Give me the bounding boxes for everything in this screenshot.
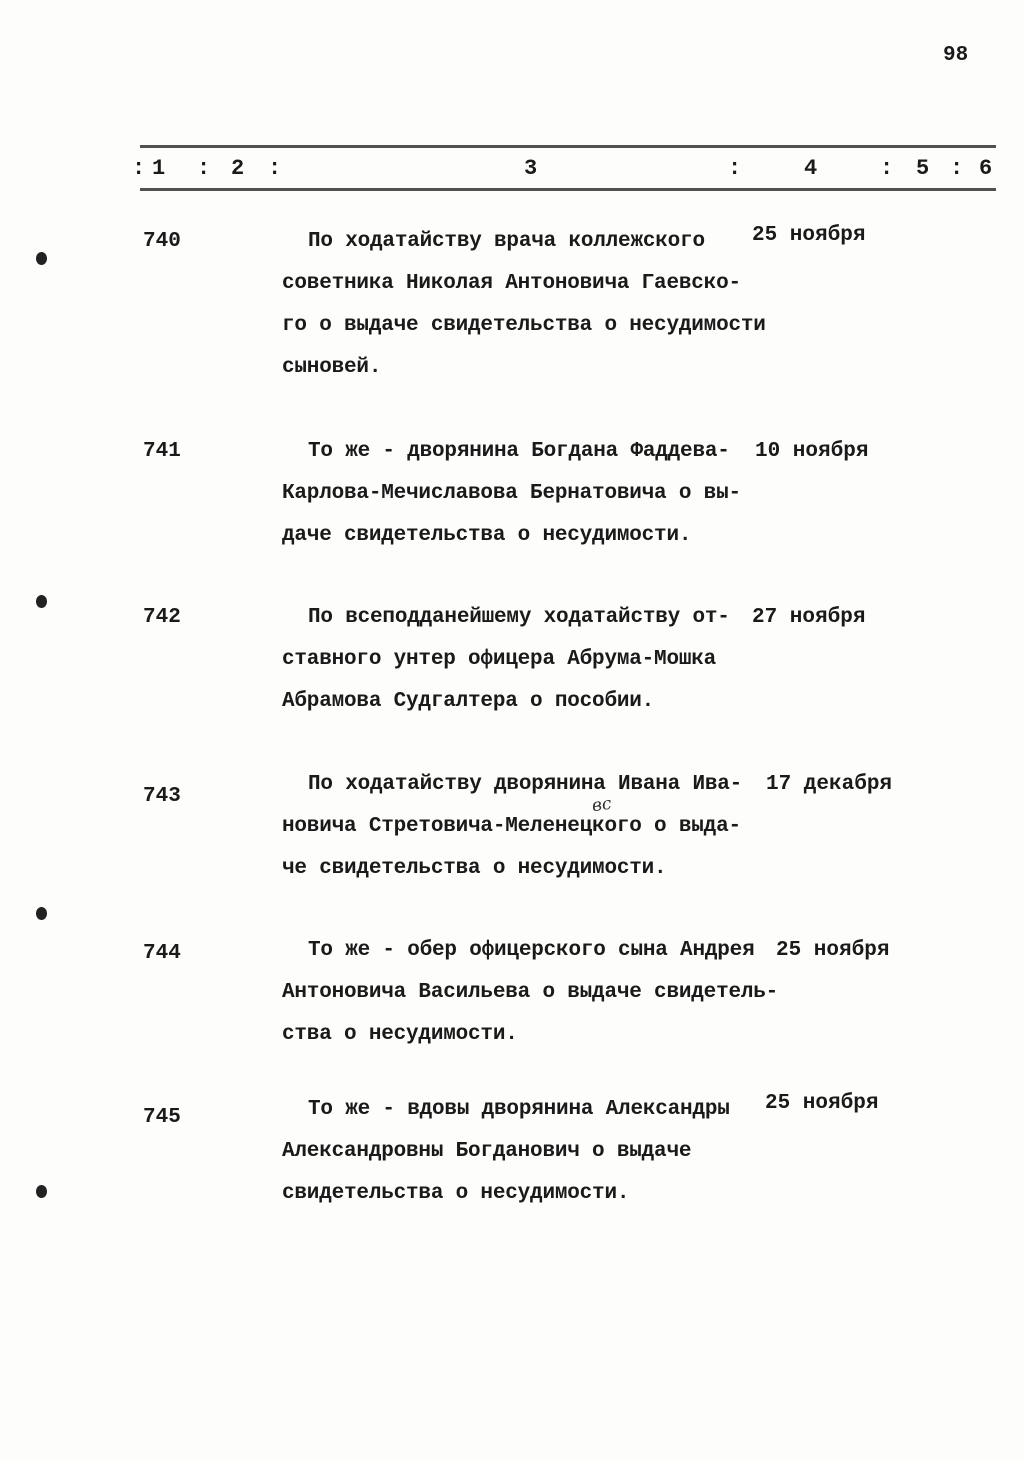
entry-text-line: че свидетельства о несудимости. <box>282 857 667 880</box>
entry-text-line: новича Стретовича-Меленецкого о выда- <box>282 815 741 838</box>
entry-text-line: По ходатайству врача коллежского <box>308 230 705 253</box>
column-separator: : <box>268 156 282 181</box>
entry-date: 25 ноября <box>776 939 890 962</box>
entry-number: 742 <box>143 606 181 629</box>
punch-hole <box>36 907 47 920</box>
entry-text-line: По ходатайству дворянина Ивана Ива- <box>308 773 743 796</box>
punch-hole <box>36 595 47 608</box>
column-header-3: 3 <box>524 156 538 181</box>
entry-date: 27 ноября <box>752 606 866 629</box>
entry-text-line: ства о несудимости. <box>282 1023 518 1046</box>
entry-text-line: Абрамова Судгалтера о пособии. <box>282 690 655 713</box>
entry-number: 745 <box>143 1106 181 1129</box>
column-separator: : <box>728 156 742 181</box>
punch-hole <box>36 1185 47 1198</box>
entry-text-line: По всеподданейшему ходатайству от- <box>308 606 730 629</box>
handwritten-annotation: вс <box>590 793 613 817</box>
entry-text-line: советника Николая Антоновича Гаевско- <box>282 272 741 295</box>
column-header-6: 6 <box>979 156 993 181</box>
entry-text-line: Антоновича Васильева о выдаче свидетель- <box>282 981 779 1004</box>
column-separator: : <box>950 156 964 181</box>
column-header-1: 1 <box>152 156 166 181</box>
entry-number: 741 <box>143 440 181 463</box>
entry-text-line: Александровны Богданович о выдаче <box>282 1140 692 1163</box>
entry-date: 10 ноября <box>755 440 869 463</box>
entry-number: 740 <box>143 230 181 253</box>
page-number: 98 <box>943 44 969 67</box>
column-header-5: 5 <box>916 156 930 181</box>
entry-text-line: То же - вдовы дворянина Александры <box>308 1098 730 1121</box>
column-separator: : <box>880 156 894 181</box>
column-separator: : <box>132 156 146 181</box>
entry-text-line: го о выдаче свидетельства о несудимости <box>282 314 766 337</box>
entry-date: 25 ноября <box>752 224 866 247</box>
header-rule-bottom <box>140 188 996 191</box>
entry-text-line: То же - обер офицерского сына Андрея <box>308 939 755 962</box>
entry-text-line: ставного унтер офицера Абрума-Мошка <box>282 648 717 671</box>
column-header-4: 4 <box>804 156 818 181</box>
entry-text-line: свидетельства о несудимости. <box>282 1182 630 1205</box>
entry-text-line: Карлова-Мечиславова Бернатовича о вы- <box>282 482 741 505</box>
column-separator: : <box>197 156 211 181</box>
header-rule-top <box>140 145 996 148</box>
entry-text-line: сыновей. <box>282 356 382 379</box>
entry-text-line: даче свидетельства о несудимости. <box>282 524 692 547</box>
punch-hole <box>36 252 47 265</box>
entry-number: 743 <box>143 785 181 808</box>
entry-number: 744 <box>143 942 181 965</box>
entry-date: 25 ноября <box>765 1092 879 1115</box>
column-header-2: 2 <box>231 156 245 181</box>
entry-text-line: То же - дворянина Богдана Фаддева- <box>308 440 730 463</box>
entry-date: 17 декабря <box>766 773 893 796</box>
